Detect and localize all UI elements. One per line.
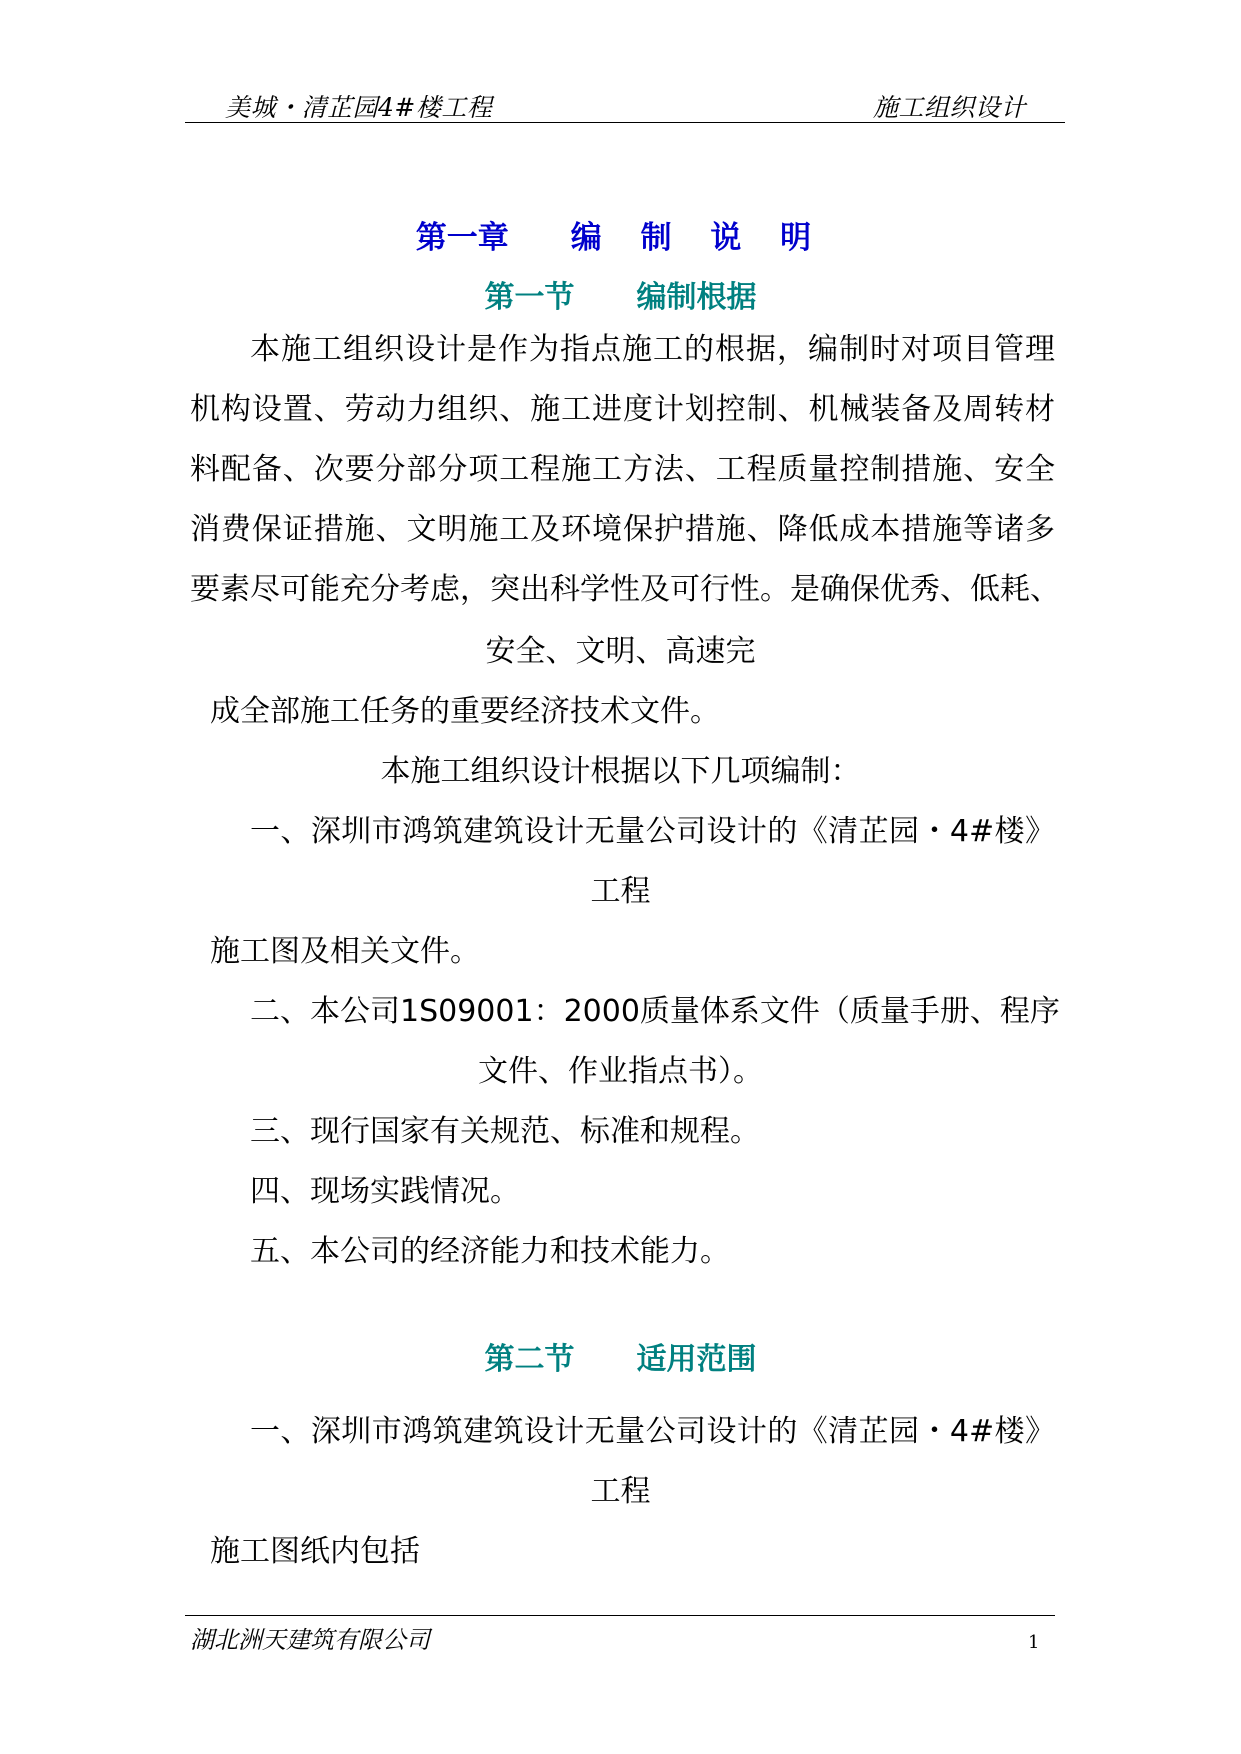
intro-line-7: 成全部施工任务的重要经济技术文件。: [210, 694, 720, 729]
intro-line-4: 消费保证措施、文明施工及环境保护措施、降低成本措施等诸多: [190, 512, 1055, 547]
basis-item-4: 四、现场实践情况。: [250, 1174, 520, 1209]
section-heading-1: [0, 272, 1241, 316]
header-project-title: 美城・清芷园4#楼工程: [225, 93, 493, 122]
header-document-type: 施工组织设计: [872, 93, 1026, 122]
intro-line-6: 安全、文明、高速完: [485, 634, 756, 669]
section-2-title: 适用范围: [636, 1342, 757, 1377]
basis-item-1-line-2: 工程: [590, 874, 651, 909]
page-number: 1: [1028, 1632, 1040, 1653]
scope-item-1-line-2: 工程: [590, 1474, 651, 1509]
basis-item-5: 五、本公司的经济能力和技术能力。: [250, 1234, 730, 1269]
basis-item-1-line-3: 施工图及相关文件。: [210, 934, 480, 969]
footer-divider: [185, 1615, 1055, 1616]
footer-company: 湖北洲天建筑有限公司: [190, 1626, 430, 1654]
intro-line-2: 机构设置、劳动力组织、施工进度计划控制、机械装备及周转材: [190, 392, 1055, 427]
header-divider: [185, 122, 1065, 123]
intro-line-1: 本施工组织设计是作为指点施工的根据，编制时对项目管理: [250, 332, 1055, 367]
chapter-heading: [0, 212, 1241, 257]
section-heading-2: [0, 1334, 1241, 1378]
intro-line-5: 要素尽可能充分考虑，突出科学性及可行性。是确保优秀、低耗、: [190, 572, 1060, 607]
section-2-number: 第二节: [484, 1342, 575, 1377]
section-1-title: 编制根据: [636, 280, 757, 315]
chapter-number: 第一章: [415, 220, 509, 256]
scope-item-1-line-3: 施工图纸内包括: [210, 1534, 420, 1569]
basis-item-3: 三、现行国家有关规范、标准和规程。: [250, 1114, 760, 1149]
chapter-title: 编 制 说 明: [570, 220, 826, 256]
basis-item-2-line-2: 文件、作业指点书）。: [478, 1054, 763, 1089]
basis-intro: 本施工组织设计根据以下几项编制：: [380, 754, 861, 789]
basis-item-1-line-1: 一、深圳市鸿筑建筑设计无量公司设计的《清芷园・4#楼》: [250, 814, 1055, 849]
intro-line-3: 料配备、次要分部分项工程施工方法、工程质量控制措施、安全: [190, 452, 1055, 487]
basis-item-2-line-1: 二、本公司1S09001：2000质量体系文件（质量手册、程序: [250, 994, 1060, 1029]
scope-item-1-line-1: 一、深圳市鸿筑建筑设计无量公司设计的《清芷园・4#楼》: [250, 1414, 1055, 1449]
section-1-number: 第一节: [484, 280, 575, 315]
